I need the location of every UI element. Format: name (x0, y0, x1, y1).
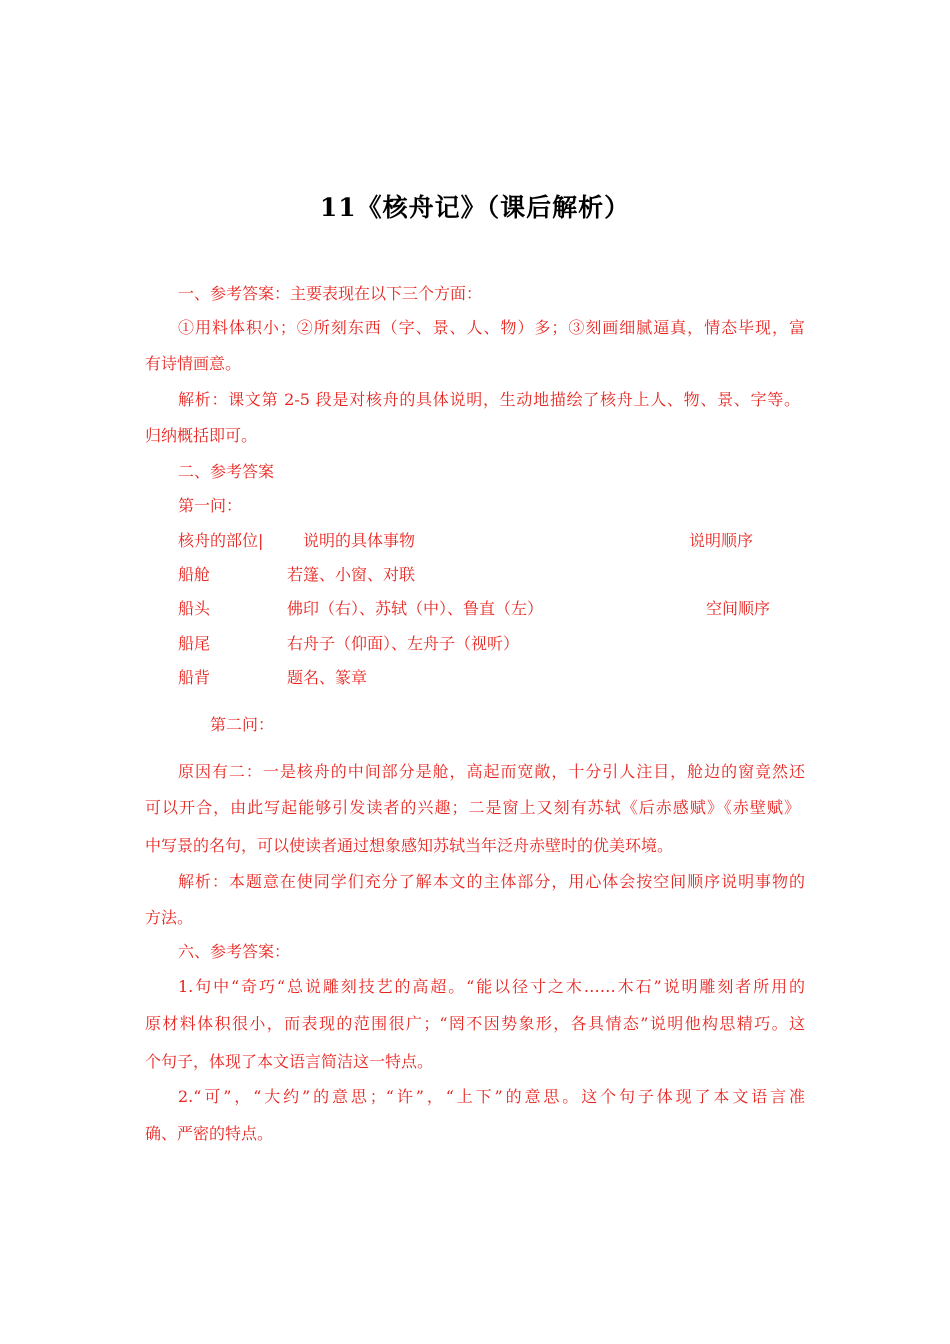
table-row-part: 船头 (178, 599, 211, 618)
section1-answer-line2: 有诗情画意。 (145, 354, 242, 373)
item1-line2: 原材料体积很小，而表现的范围很广；“罔不因势象形，各具情态”说明他构思精巧。这 (145, 1014, 805, 1033)
table-header-part: 核舟的部位| (178, 531, 264, 550)
table-row-part: 船背 (178, 668, 211, 687)
reason-line1: 原因有二：一是核舟的中间部分是舱，高起而宽敞，十分引人注目，舱边的窗竟然还 (178, 762, 805, 781)
table-row-part: 船舱 (178, 565, 211, 584)
table-row-items: 题名、篆章 (287, 668, 368, 687)
reason-line2: 可以开合，由此写起能够引发读者的兴趣；二是窗上又刻有苏轼《后赤感赋》《赤壁赋》 (145, 798, 800, 817)
section1-analysis-line1: 解析：课文第 2-5 段是对核舟的具体说明，生动地描绘了核舟上人、物、景、字等。 (178, 390, 800, 409)
reason-line3: 中写景的名句，可以使读者通过想象感知苏轼当年泛舟赤壁时的优美环境。 (145, 836, 674, 855)
table-row-part: 船尾 (178, 634, 211, 653)
table-row-items: 若篷、小窗、对联 (287, 565, 416, 584)
table-row-items: 佛印（右）、苏轼（中）、鲁直（左） (287, 599, 544, 618)
item1-line1: 1.句中“奇巧“总说雕刻技艺的高超。“能以径寸之木……木石”说明雕刻者所用的 (178, 977, 805, 996)
section2-heading: 二、参考答案 (178, 462, 275, 481)
section1-heading: 一、参考答案：主要表现在以下三个方面： (178, 284, 483, 303)
page-title: 11《核舟记》（课后解析） (319, 193, 631, 222)
table-header-order: 说明顺序 (689, 531, 754, 550)
table-header-items: 说明的具体事物 (303, 531, 416, 550)
table-row-items: 右舟子（仰面）、左舟子（视听） (287, 634, 520, 653)
section2-analysis-line2: 方法。 (145, 908, 194, 927)
section2-analysis-line1: 解析：本题意在使同学们充分了解本文的主体部分，用心体会按空间顺序说明事物的 (178, 872, 805, 891)
section1-analysis-line2: 归纳概括即可。 (145, 426, 258, 445)
question2-label: 第二问： (210, 715, 275, 734)
section1-answer-line1: ①用料体积小；②所刻东西（字、景、人、物）多；③刻画细腻逼真，情态毕现，富 (178, 318, 805, 337)
item2-line1: 2.“可”，“大约”的意思；“许”，“上下”的意思。这个句子体现了本文语言准 (178, 1087, 805, 1106)
question1-label: 第一问： (178, 496, 243, 515)
section6-heading: 六、参考答案： (178, 942, 291, 961)
table-row-order: 空间顺序 (706, 599, 771, 618)
item1-line3: 个句子，体现了本文语言简洁这一特点。 (145, 1052, 434, 1071)
item2-line2: 确、严密的特点。 (145, 1124, 274, 1143)
